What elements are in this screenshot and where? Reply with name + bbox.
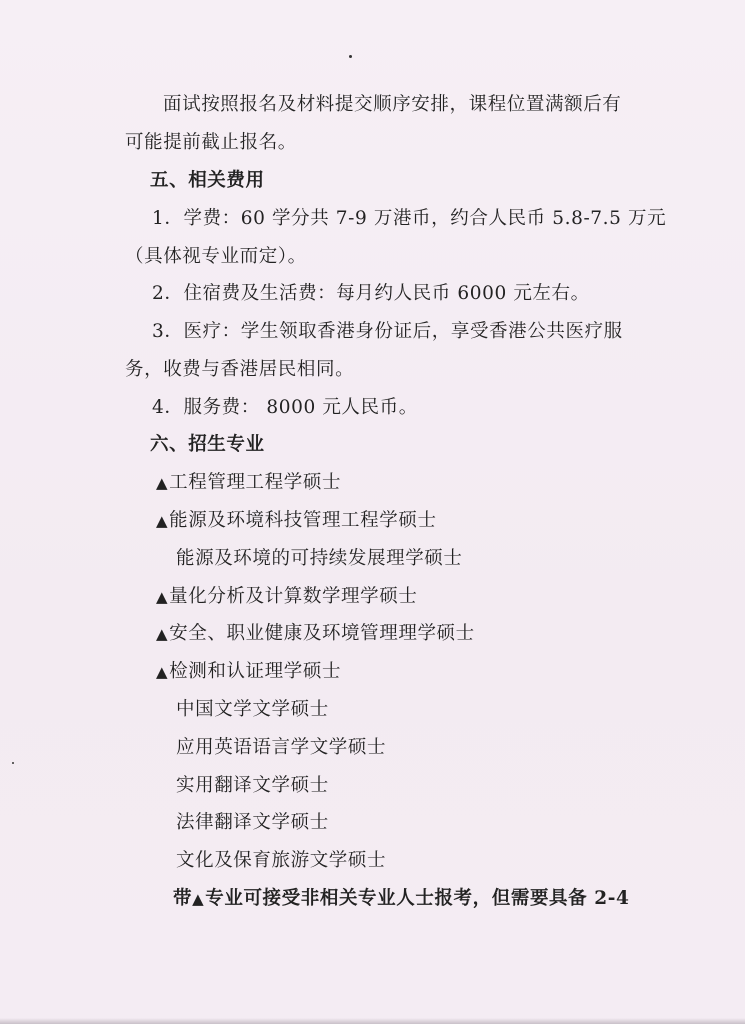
program-item <box>156 584 417 610</box>
triangle-marker-icon: ▲ <box>192 890 205 908</box>
program-item <box>156 659 341 685</box>
triangle-marker-icon: ▲ <box>156 474 169 492</box>
program-item: 应用英语语言学文学硕士 <box>176 737 387 758</box>
triangle-marker-icon: ▲ <box>156 663 169 681</box>
program-item <box>156 470 341 496</box>
program-name: 安全、职业健康及环境管理理学硕士 <box>169 623 475 644</box>
program-item: 能源及环境的可持续发展理学硕士 <box>176 548 463 569</box>
triangle-marker-icon: ▲ <box>156 625 169 643</box>
scan-speck <box>349 55 352 58</box>
note-text: 专业可接受非相关专业人士报考，但需要具备 2-4 <box>205 888 630 909</box>
triangle-marker-icon: ▲ <box>156 512 169 530</box>
triangle-marker-icon: ▲ <box>156 588 169 606</box>
section-heading-fees: 五、相关费用 <box>150 170 265 191</box>
paragraph-line: 可能提前截止报名。 <box>125 132 297 153</box>
program-item: 中国文学文学硕士 <box>176 699 329 720</box>
program-item: 法律翻译文学硕士 <box>176 812 329 833</box>
fee-item-medical: 3．医疗：学生领取香港身份证后，享受香港公共医疗服 <box>152 321 623 342</box>
program-item: 实用翻译文学硕士 <box>176 775 329 796</box>
program-name: 量化分析及计算数学理学硕士 <box>169 586 418 607</box>
note-prefix: 带 <box>173 888 193 909</box>
program-name: 工程管理工程学硕士 <box>169 472 342 493</box>
program-item <box>156 508 437 534</box>
paragraph-line: 面试按照报名及材料提交顺序安排，课程位置满额后有 <box>163 94 622 115</box>
program-name: 能源及环境科技管理工程学硕士 <box>169 510 437 531</box>
note-line <box>173 886 630 912</box>
fee-item-accommodation: 2．住宿费及生活费：每月约人民币 6000 元左右。 <box>152 283 590 304</box>
fee-item-medical-cont: 务，收费与香港居民相同。 <box>125 359 355 380</box>
program-item: 文化及保育旅游文学硕士 <box>176 850 387 871</box>
fee-item-tuition-cont: （具体视专业而定）。 <box>125 246 307 267</box>
scan-edge <box>0 1018 745 1024</box>
scan-speck <box>12 762 14 764</box>
fee-item-tuition: 1．学费：60 学分共 7-9 万港币，约合人民币 5.8-7.5 万元 <box>152 208 667 229</box>
section-heading-programs: 六、招生专业 <box>150 434 265 455</box>
program-name: 检测和认证理学硕士 <box>169 661 342 682</box>
fee-item-service: 4．服务费： 8000 元人民币。 <box>152 397 418 418</box>
program-item <box>156 621 475 647</box>
